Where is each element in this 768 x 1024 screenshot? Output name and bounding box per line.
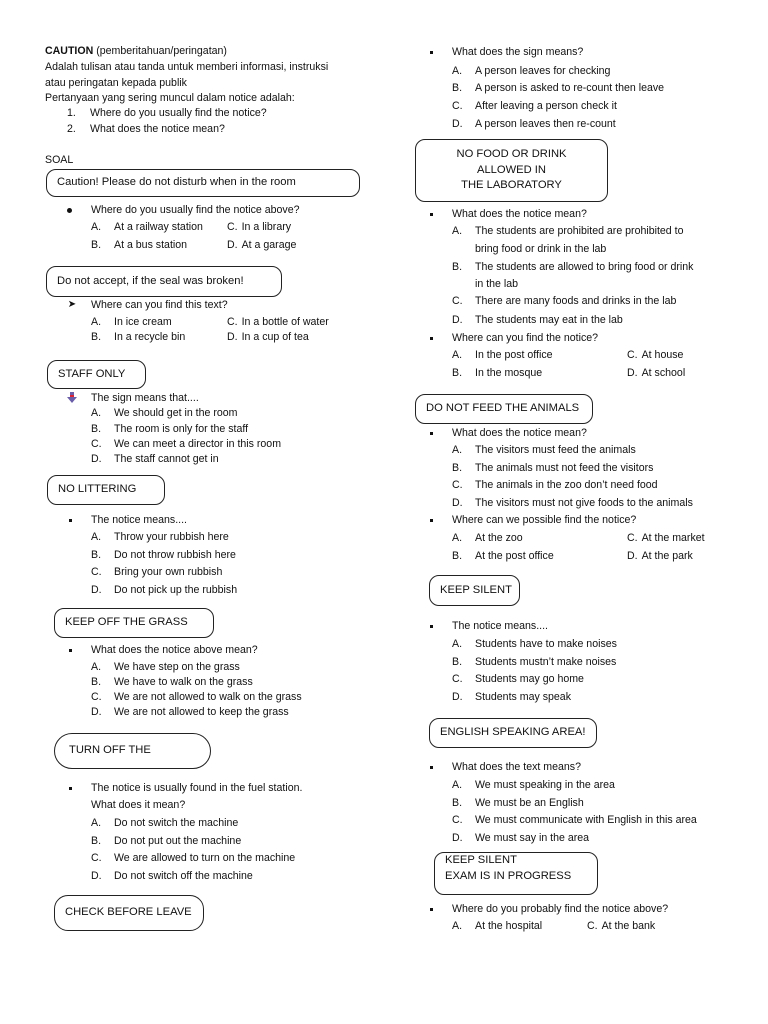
question: What does the notice above mean? (91, 644, 258, 656)
option: C. At house (627, 349, 684, 361)
option: C. At the bank (587, 920, 656, 932)
question: Where can you find the notice? (452, 332, 599, 344)
notice-sign: KEEP SILENT EXAM IS IN PROGRESS (434, 852, 598, 895)
option: A. At the zoo (452, 532, 523, 544)
question: The notice is usually found in the fuel station. (91, 782, 303, 794)
option: C. After leaving a person check it (452, 100, 617, 112)
bullet-icon (425, 903, 437, 916)
intro-list-item: 2. What does the notice mean? (67, 123, 225, 135)
option: C. We must communicate with English in this area (452, 814, 697, 826)
bullet-icon (64, 514, 76, 527)
option: A. Throw your rubbish here (91, 531, 229, 543)
option: D. Do not switch off the machine (91, 870, 253, 882)
bullet-icon (64, 782, 76, 795)
option: A. In ice cream (91, 316, 172, 328)
intro-list-item: 1. Where do you usually find the notice? (67, 107, 267, 119)
bullet-icon (425, 332, 437, 345)
option: C. At the market (627, 532, 705, 544)
option: C. There are many foods and drinks in the lab (452, 295, 677, 307)
notice-sign: KEEP OFF THE GRASS (54, 608, 214, 638)
notice-sign: DO NOT FEED THE ANIMALS (415, 394, 593, 424)
question: Where do you usually find the notice above? (91, 204, 300, 216)
option: D. We are not allowed to keep the grass (91, 706, 289, 718)
option: B. The students are allowed to bring food or drink (452, 261, 694, 273)
option: in the lab (475, 278, 518, 290)
option: B. We must be an English (452, 797, 584, 809)
option: A. At a railway station (91, 221, 203, 233)
notice-sign: NO LITTERING (47, 475, 165, 505)
option: D. We must say in the area (452, 832, 590, 844)
option: C. Students may go home (452, 673, 584, 685)
option: D. Students may speak (452, 691, 571, 703)
option: B. Students mustn’t make noises (452, 656, 617, 668)
bullet-icon (64, 644, 76, 657)
intro-line-2: atau peringatan kepada publik (45, 77, 187, 89)
notice-sign: KEEP SILENT (429, 575, 520, 606)
option: B. The animals must not feed the visitors (452, 462, 654, 474)
option: D. At a garage (227, 239, 297, 251)
question: What does the notice mean? (452, 427, 587, 439)
bullet-icon (425, 46, 437, 59)
option: D. In a cup of tea (227, 331, 309, 343)
option: B. Do not put out the machine (91, 835, 242, 847)
option: A. Students have to make noises (452, 638, 617, 650)
question: The notice means.... (452, 620, 548, 632)
question: What does the notice mean? (452, 208, 587, 220)
option: D. Do not pick up the rubbish (91, 584, 238, 596)
question: What does the text means? (452, 761, 581, 773)
arrow-bullet-icon: ➤ (67, 299, 77, 310)
option: D. The visitors must not give foods to the animals (452, 497, 693, 509)
option: A. We should get in the room (91, 407, 238, 419)
caution-title: CAUTION (pemberitahuan/peringatan) (45, 45, 227, 57)
pin-bullet-icon (66, 392, 78, 407)
bullet-icon (63, 204, 75, 217)
option: A. In the post office (452, 349, 553, 361)
option: B. The room is only for the staff (91, 423, 249, 435)
bullet-icon (425, 208, 437, 221)
option: bring food or drink in the lab (475, 243, 607, 255)
option: B. A person is asked to re-count then leave (452, 82, 665, 94)
question: What does the sign means? (452, 46, 584, 58)
soal-heading: SOAL (45, 154, 74, 166)
option: B. At the post office (452, 550, 554, 562)
question: The notice means.... (91, 514, 187, 526)
option: B. We have to walk on the grass (91, 676, 253, 688)
option: C. We can meet a director in this room (91, 438, 282, 450)
intro-line-1: Adalah tulisan atau tanda untuk memberi informasi, instruksi (45, 61, 329, 73)
question: Where can you find this text? (91, 299, 228, 311)
option: A. The students are prohibited are prohibited to (452, 225, 684, 237)
option: D. The staff cannot get in (91, 453, 219, 465)
option: D. At school (627, 367, 686, 379)
bullet-icon (425, 620, 437, 633)
bullet-icon (425, 427, 437, 440)
option: A. We must speaking in the area (452, 779, 615, 791)
bullet-icon (425, 761, 437, 774)
option: C. We are not allowed to walk on the grass (91, 691, 302, 703)
option: A. At the hospital (452, 920, 543, 932)
option: A. A person leaves for checking (452, 65, 611, 77)
bullet-icon (425, 514, 437, 527)
notice-sign: STAFF ONLY (47, 360, 146, 389)
option: A. Do not switch the machine (91, 817, 239, 829)
question: The sign means that.... (91, 392, 199, 404)
intro-line-3: Pertanyaan yang sering muncul dalam notice adalah: (45, 92, 295, 104)
option: C. We are allowed to turn on the machine (91, 852, 296, 864)
option: C. The animals in the zoo don’t need food (452, 479, 658, 491)
option: C. Bring your own rubbish (91, 566, 223, 578)
question: Where do you probably find the notice above? (452, 903, 669, 915)
option: B. Do not throw rubbish here (91, 549, 236, 561)
option: B. At a bus station (91, 239, 188, 251)
notice-sign: NO FOOD OR DRINK ALLOWED IN THE LABORATORY (415, 139, 608, 202)
option: D. A person leaves then re-count (452, 118, 616, 130)
option: B. In the mosque (452, 367, 543, 379)
option: D. The students may eat in the lab (452, 314, 623, 326)
question: What does it mean? (91, 799, 186, 811)
notice-sign: ENGLISH SPEAKING AREA! (429, 718, 597, 748)
notice-sign: TURN OFF THE (54, 733, 211, 769)
notice-sign: Do not accept, if the seal was broken! (46, 266, 282, 297)
option: D. At the park (627, 550, 693, 562)
notice-sign: Caution! Please do not disturb when in the room (46, 169, 360, 197)
option: C. In a library (227, 221, 292, 233)
question: Where can we possible find the notice? (452, 514, 637, 526)
option: A. The visitors must feed the animals (452, 444, 636, 456)
option: B. In a recycle bin (91, 331, 186, 343)
option: C. In a bottle of water (227, 316, 329, 328)
option: A. We have step on the grass (91, 661, 240, 673)
notice-sign: CHECK BEFORE LEAVE (54, 895, 204, 931)
